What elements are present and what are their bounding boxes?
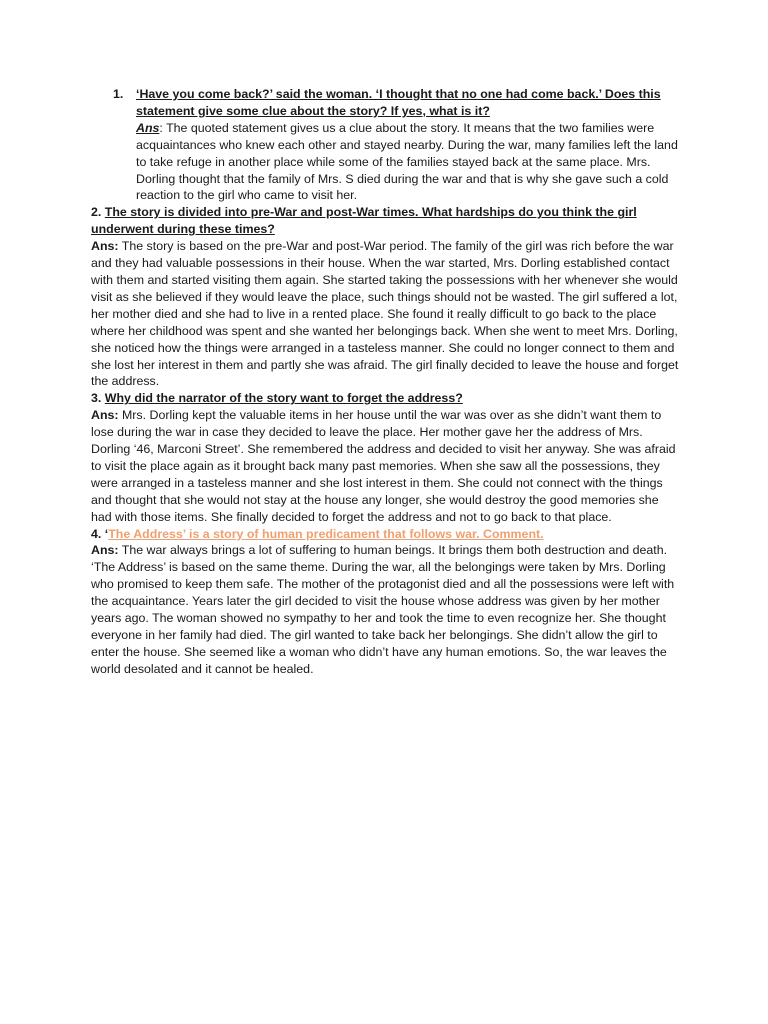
answer-1-label: Ans (136, 120, 160, 135)
answer-1 (136, 120, 681, 205)
answer-1-text: : The quoted statement gives us a clue about the story. It means that the two families were acquaintances who knew each other and stayed nearby. During the war, many families left the land to take refuge in another place while some of the families stayed back at the same place. Mrs. Dorling thought that the family of Mrs. S died during the war and that is why she gave such a cold reaction to the girl who came to visit her. (136, 120, 678, 203)
question-3 (91, 390, 681, 407)
answer-3 (91, 407, 681, 525)
question-1-text: ‘Have you come back?’ said the woman. ‘I thought that no one had come back.’ Does this statement give some clue about the story? If yes, what is it? (136, 87, 661, 118)
answer-4-label: Ans: (91, 543, 119, 558)
question-3-text: Why did the narrator of the story want to forget the address? (104, 391, 463, 406)
question-2-number: 2. (91, 205, 102, 220)
question-4 (91, 526, 681, 543)
qa-content (91, 86, 681, 678)
question-4-text: The Address’ is a story of human predicament that follows war. Comment. (108, 526, 544, 541)
answer-2-label: Ans: (91, 239, 119, 254)
question-3-number: 3. (91, 391, 102, 406)
question-1-block (91, 86, 681, 204)
answer-3-label: Ans: (91, 408, 119, 423)
answer-3-text: Mrs. Dorling kept the valuable items in her house until the war was over as she didn’t want them to lose during the war in case they decided to leave the place. Her mother gave her the address of Mrs. Dorling ‘46, Marconi Street’. She remembered the address and decided to visit her anyway. She was afraid to visit the place again as it brought back many past memories. When she saw all the possessions, they were arranged in a tasteless manner and she lost interest in them. She could not connect with the things and thought that she would not stay at the house any longer, she would destroy the good memories she had with those items. She finally decided to forget the address and not to go back to that place. (91, 408, 676, 524)
question-2-text: The story is divided into pre-War and post-War times. What hardships do you think the girl underwent during these times? (91, 205, 637, 237)
answer-4-text: The war always brings a lot of suffering to human beings. It brings them both destruction and death. ‘The Address’ is based on the same theme. During the war, all the belongings were taken by Mrs. Dorling who promised to keep them safe. The mother of the protagonist died and all the possessions were left with the acquaintance. Years later the girl decided to visit the house whose address was given by her mother years ago. The woman showed no sympathy to her and took the time to even recognize her. She thought everyone in her family had died. The girl wanted to take back her belongings. She didn’t allow the girl to enter the house. She seemed like a woman who didn’t have any human emotions. So, the war leaves the world desolated and it cannot be healed. (91, 543, 675, 676)
question-4-number: 4. ‘ (91, 526, 109, 541)
answer-2 (91, 238, 681, 390)
answer-2-text: The story is based on the pre-War and post-War period. The family of the girl was rich before the war and they had valuable possessions in their house. When the war started, Mrs. Dorling established contact with them and started visiting them again. She started taking the possessions with her whenever she would visit as she believed if they would leave the place, such things should not be wasted. The girl suffered a lot, her mother died and she had to live in a rented place. She found it really difficult to go back to the place where her childhood was spent and she wanted her belongings back. When she went to meet Mrs. Dorling, she noticed how the things were arranged in a tasteless manner. She could no longer connect to them and she lost her interest in them and partly she was afraid. The girl finally decided to leave the house and forget the address. (91, 239, 679, 389)
answer-4 (91, 542, 681, 677)
question-1-number: 1. (113, 87, 124, 101)
question-2 (91, 204, 681, 238)
